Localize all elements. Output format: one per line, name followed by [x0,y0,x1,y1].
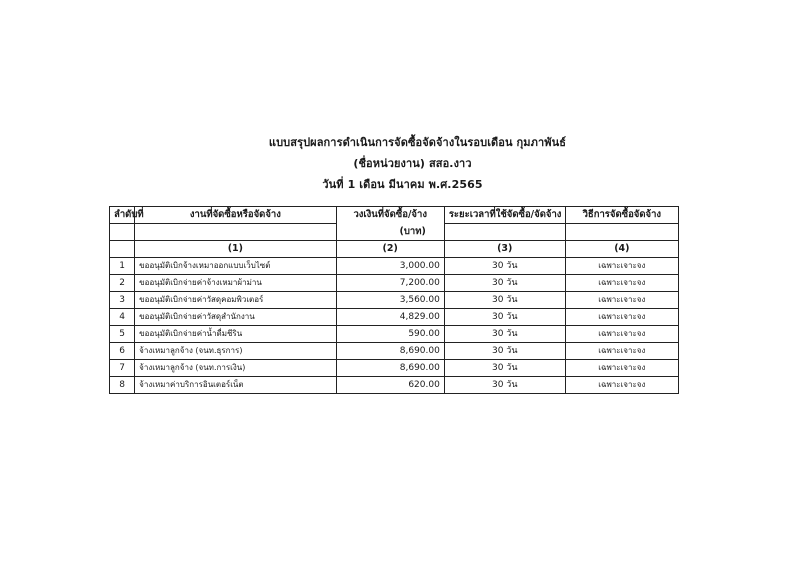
row-time: 30 วัน [444,275,565,292]
table-row [110,275,679,292]
header-time-blank [444,224,565,241]
row-item: ขออนุมัติเบิกจ่ายค่าวัสดุคอมพิวเตอร์ [135,292,336,309]
column-number: (1) [135,241,336,258]
table-row [110,309,679,326]
header-method-blank [565,224,678,241]
row-time: 30 วัน [444,360,565,377]
row-item: ขออนุมัติเบิกจ่ายค่าวัสดุสำนักงาน [135,309,336,326]
table-row [110,360,679,377]
row-amount: 590.00 [336,326,444,343]
row-time: 30 วัน [444,343,565,360]
row-number: 5 [110,326,135,343]
header-item: งานที่จัดซื้อหรือจัดจ้าง [135,207,336,224]
row-method: เฉพาะเจาะจง [565,326,678,343]
row-method: เฉพาะเจาะจง [565,360,678,377]
row-number: 6 [110,343,135,360]
header-amount: วงเงินที่จัดซื้อ/จ้าง [336,207,444,224]
header-time: ระยะเวลาที่ใช้จัดซื้อ/จัดจ้าง [444,207,565,224]
row-amount: 3,000.00 [336,258,444,275]
header-subrow [110,224,679,241]
row-time: 30 วัน [444,309,565,326]
row-amount: 620.00 [336,377,444,394]
row-time: 30 วัน [444,292,565,309]
table-row [110,343,679,360]
document-titles [0,132,800,195]
row-item: จ้างเหมาค่าบริการอินเตอร์เน็ต [135,377,336,394]
row-amount: 4,829.00 [336,309,444,326]
column-number: (3) [444,241,565,258]
row-number: 7 [110,360,135,377]
row-method: เฉพาะเจาะจง [565,292,678,309]
row-number: 3 [110,292,135,309]
header-amount-unit: (บาท) [336,224,444,241]
row-method: เฉพาะเจาะจง [565,275,678,292]
header-row [110,207,679,224]
row-item: ขออนุมัติเบิกจ่ายค่าน้ำดื่มชีริน [135,326,336,343]
header-item-blank [135,224,336,241]
row-time: 30 วัน [444,326,565,343]
row-time: 30 วัน [444,377,565,394]
row-amount: 7,200.00 [336,275,444,292]
row-amount: 8,690.00 [336,360,444,377]
row-number: 4 [110,309,135,326]
table-row [110,326,679,343]
column-number: (4) [565,241,678,258]
row-time: 30 วัน [444,258,565,275]
header-no-blank [110,224,135,241]
colnum-blank [110,241,135,258]
table-row [110,258,679,275]
row-item: ขออนุมัติเบิกจ้างเหมาออกแบบเว็บไซต์ [135,258,336,275]
table-row [110,377,679,394]
header-method: วิธีการจัดซื้อจัดจ้าง [565,207,678,224]
page-title: แบบสรุปผลการดำเนินการจัดซื้อจัดจ้างในรอบเดือน กุมภาพันธ์ [268,136,567,149]
row-method: เฉพาะเจาะจง [565,258,678,275]
row-amount: 8,690.00 [336,343,444,360]
row-method: เฉพาะเจาะจง [565,377,678,394]
row-number: 1 [110,258,135,275]
table-row [110,292,679,309]
row-item: จ้างเหมาลูกจ้าง (จนท.การเงิน) [135,360,336,377]
row-method: เฉพาะเจาะจง [565,309,678,326]
row-method: เฉพาะเจาะจง [565,343,678,360]
row-item: ขออนุมัติเบิกจ่ายค่าจ้างเหมาผ้าม่าน [135,275,336,292]
row-number: 8 [110,377,135,394]
row-item: จ้างเหมาลูกจ้าง (จนท.ธุรการ) [135,343,336,360]
column-number: (2) [336,241,444,258]
row-number: 2 [110,275,135,292]
header-no: ลำดับที่ [110,207,135,224]
agency-name: (ชื่อหน่วยงาน) สสอ.งาว [353,157,472,170]
row-amount: 3,560.00 [336,292,444,309]
procurement-table [109,206,679,394]
column-number-row [110,241,679,258]
report-date: วันที่ 1 เดือน มีนาคม พ.ศ.2565 [322,178,483,191]
